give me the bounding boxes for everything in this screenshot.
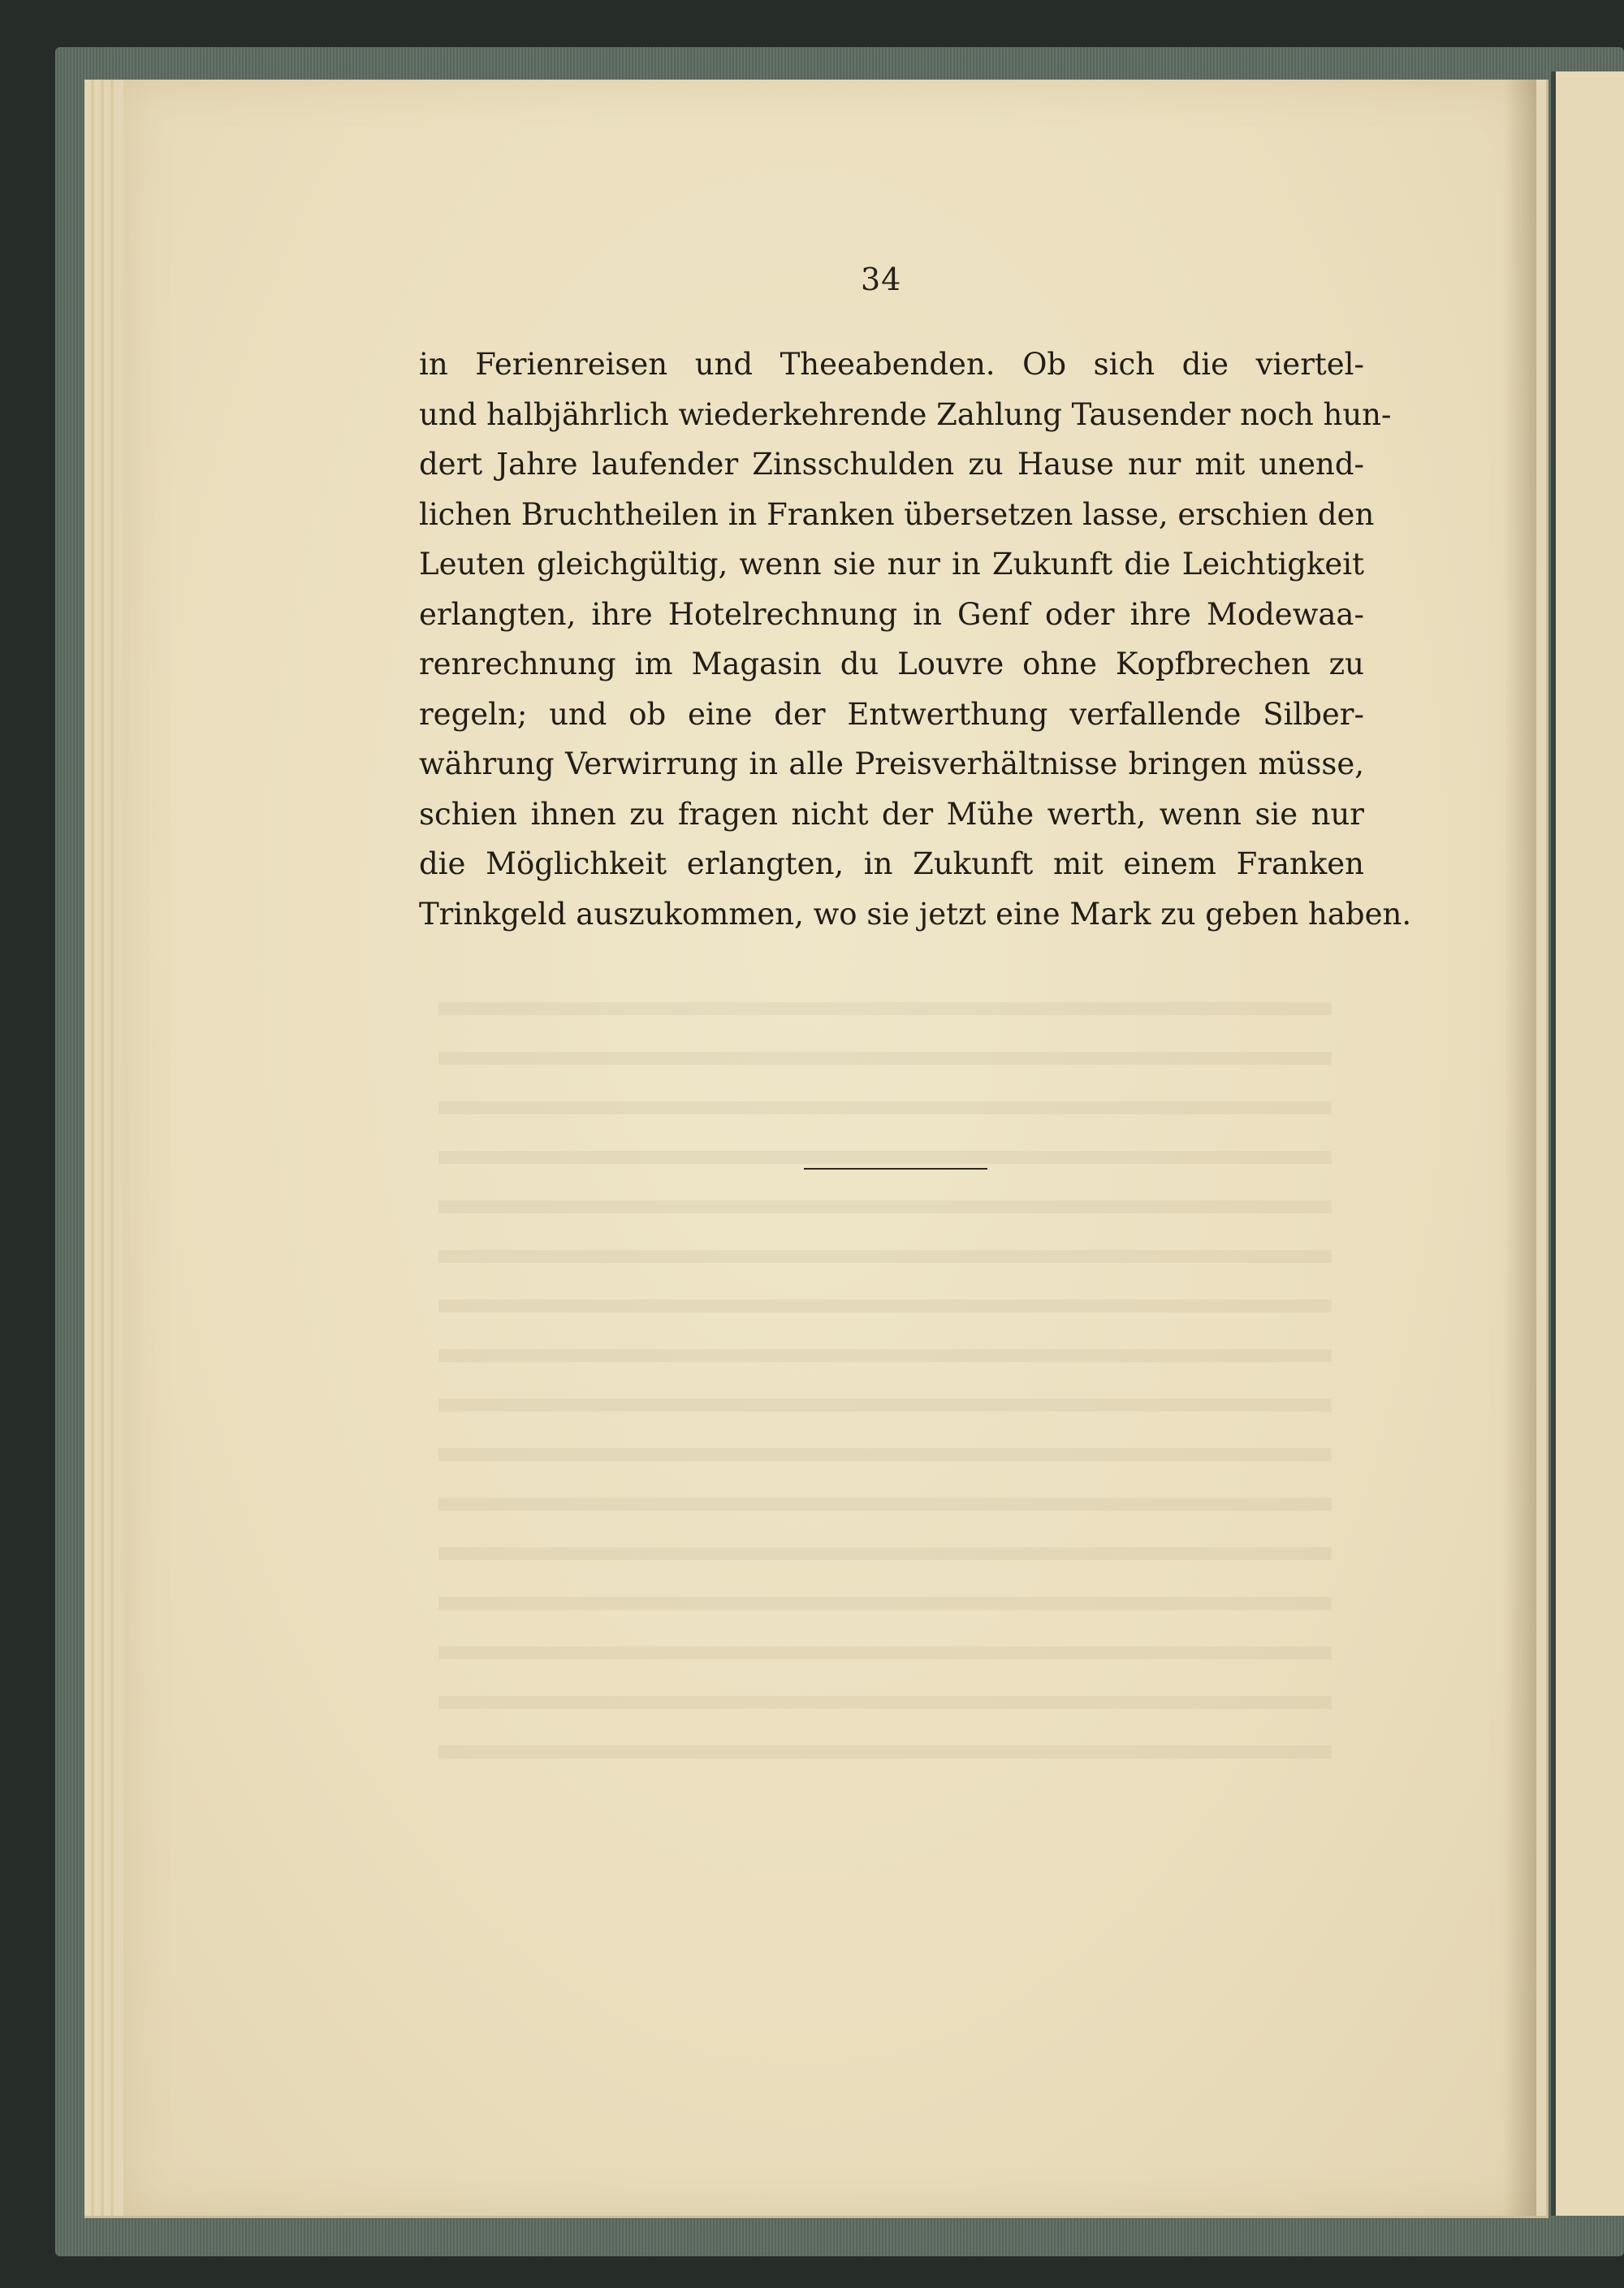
page-edge <box>110 80 114 2216</box>
text-line: regeln; und ob eine der Entwerthung verfallende Silber- <box>419 696 1364 732</box>
text-line: die Möglichkeit erlangten, in Zukunft mit einem Franken <box>419 846 1364 881</box>
text-line: lichen Bruchtheilen in Franken übersetzen lasse, erschien den <box>419 496 1375 532</box>
text-line: erlangten, ihre Hotelrechnung in Genf oder ihre Modewaa- <box>419 596 1364 632</box>
text-line: Trinkgeld auszukommen, wo sie jetzt eine Mark zu geben haben. <box>419 896 1412 932</box>
text-line: und halbjährlich wiederkehrende Zahlung Tausender noch hun- <box>419 396 1392 432</box>
page-edge <box>91 80 94 2216</box>
text-line: in Ferienreisen und Theeabenden. Ob sich die viertel- <box>419 347 1364 382</box>
show-through-text <box>438 975 1332 1787</box>
text-line: Leuten gleichgültig, wenn sie nur in Zukunft die Leichtigkeit <box>419 547 1364 582</box>
page-number: 34 <box>861 262 902 297</box>
text-line: dert Jahre laufender Zinsschulden zu Hause nur mit unend- <box>419 447 1364 482</box>
text-line: renrechnung im Magasin du Louvre ohne Kopfbrechen zu <box>419 647 1364 681</box>
text-line: währung Verwirrung in alle Preisverhältnisse bringen müsse, <box>419 746 1364 781</box>
page-gutter-shadow <box>1504 80 1536 2216</box>
section-end-rule <box>804 1168 987 1170</box>
text-line: schien ihnen zu fragen nicht der Mühe werth, wenn sie nur <box>419 796 1364 832</box>
facing-page-edge <box>1551 71 1624 2216</box>
body-text <box>419 340 1412 939</box>
page-edge <box>101 80 104 2216</box>
